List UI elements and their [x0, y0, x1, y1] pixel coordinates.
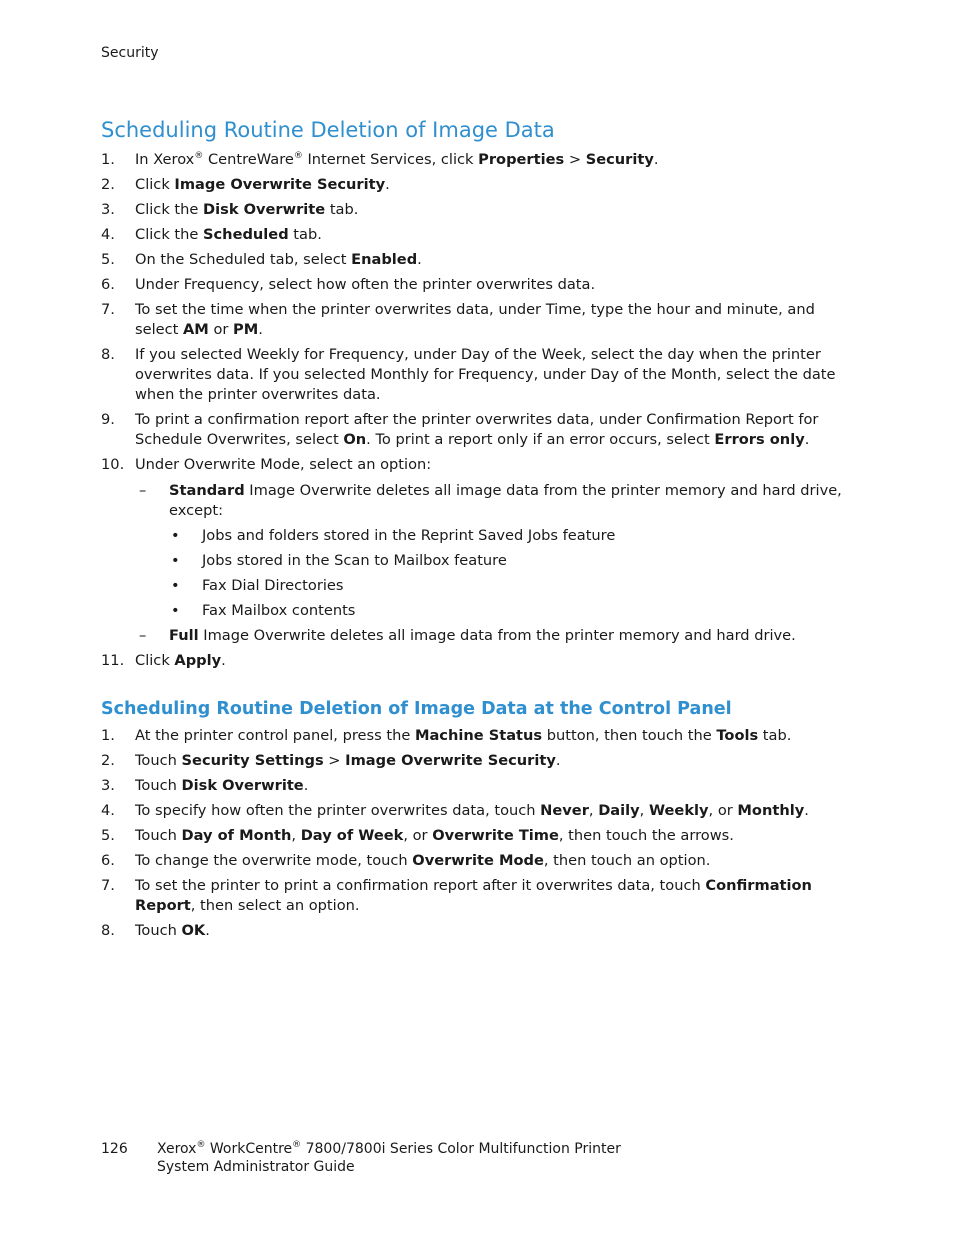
text-run: , or	[403, 827, 433, 844]
text-run: Image Overwrite deletes all image data from the printer memory and hard drive.	[198, 627, 796, 644]
text-run: button, then touch the	[542, 727, 717, 744]
text-run: WorkCentre	[205, 1141, 293, 1157]
ui-term: Apply	[174, 652, 222, 669]
step-number: 3.	[101, 777, 115, 794]
ui-term: Overwrite Mode	[412, 852, 544, 869]
step-item	[101, 275, 861, 295]
step-number: 1.	[101, 151, 115, 168]
step-number: 3.	[101, 201, 115, 218]
bullet-text: Jobs and folders stored in the Reprint Saved Jobs feature	[202, 527, 616, 544]
text-run: To specify how often the printer overwrites data, touch	[135, 802, 541, 819]
step-text	[135, 852, 710, 869]
step-text	[135, 877, 812, 914]
text-run: To change the overwrite mode, touch	[135, 852, 413, 869]
ui-term: Monthly	[737, 802, 805, 819]
text-run: tab.	[758, 727, 792, 744]
bullet-text: Fax Mailbox contents	[202, 602, 356, 619]
text-run: At the printer control panel, press the	[135, 727, 415, 744]
text-run: .	[385, 176, 390, 193]
step-item	[101, 921, 861, 941]
ui-term: Full	[169, 627, 199, 644]
step-item	[101, 250, 861, 270]
bullet-item	[169, 601, 861, 621]
text-run: Touch	[135, 777, 182, 794]
bullet-list	[169, 526, 861, 621]
step-item	[101, 225, 861, 245]
text-run: In Xerox	[135, 151, 195, 168]
step-text	[135, 346, 836, 403]
ui-term: Day of Month	[181, 827, 292, 844]
step-item	[101, 751, 861, 771]
option-item	[135, 626, 861, 646]
text-run: .	[555, 752, 561, 769]
text-run: ,	[639, 802, 649, 819]
step-text	[135, 652, 226, 669]
text-run: , then touch an option.	[543, 852, 711, 869]
step-number: 2.	[101, 176, 115, 193]
ui-term: OK	[181, 922, 206, 939]
bullet-text: Jobs stored in the Scan to Mailbox feature	[202, 552, 507, 569]
step-number: 8.	[101, 346, 115, 363]
ui-term: Properties	[478, 151, 565, 168]
text-run: Image Overwrite deletes all image data from the printer memory and hard drive, except:	[169, 482, 842, 519]
ui-term: Security	[585, 151, 654, 168]
bullet-text: Fax Dial Directories	[202, 577, 344, 594]
step-item	[101, 175, 861, 195]
section-step-list	[101, 150, 861, 671]
step-item	[101, 826, 861, 846]
step-text	[135, 201, 358, 218]
step-text	[135, 251, 422, 268]
text-run: , then select an option.	[190, 897, 360, 914]
bullet-icon: •	[171, 552, 180, 569]
ui-term: Daily	[598, 802, 640, 819]
text-run: Click the	[135, 201, 204, 218]
registered-mark: ®	[196, 1140, 206, 1150]
bullet-item	[169, 551, 861, 571]
step-item	[101, 851, 861, 871]
text-run: To set the printer to print a confirmation report after it overwrites data, touch	[135, 877, 706, 894]
registered-mark: ®	[194, 151, 204, 161]
ui-term: Overwrite Time	[432, 827, 559, 844]
step-item	[101, 200, 861, 220]
step-item	[101, 726, 861, 746]
text-run: Internet Services, click	[302, 151, 479, 168]
text-run: >	[564, 151, 586, 168]
step-text	[135, 456, 431, 473]
ui-term: Disk Overwrite	[181, 777, 304, 794]
step-number: 6.	[101, 852, 115, 869]
step-text	[135, 226, 322, 243]
text-run: Touch	[135, 752, 182, 769]
registered-mark: ®	[292, 1140, 302, 1150]
page-number: 126	[101, 1141, 128, 1157]
ui-term: Image Overwrite Security	[345, 752, 556, 769]
step-text	[135, 301, 815, 338]
subsection-title: Scheduling Routine Deletion of Image Data at the Control Panel	[101, 699, 732, 719]
step-text	[135, 151, 658, 168]
text-run: , or	[708, 802, 738, 819]
text-run: Under Frequency, select how often the printer overwrites data.	[135, 276, 596, 293]
text-run: .	[221, 652, 226, 669]
step-number: 7.	[101, 877, 115, 894]
text-run: >	[323, 752, 346, 769]
text-run: Click	[135, 176, 175, 193]
step-item	[101, 300, 861, 340]
step-number: 9.	[101, 411, 115, 428]
ui-term: Scheduled	[203, 226, 289, 243]
option-item	[135, 481, 861, 621]
text-run: 7800/7800i Series Color Multifunction Printer	[301, 1141, 621, 1157]
step-text	[135, 922, 210, 939]
step-text	[135, 176, 390, 193]
text-run: ,	[588, 802, 599, 819]
bullet-icon: •	[171, 527, 180, 544]
text-run: Touch	[135, 827, 182, 844]
text-run: .	[303, 777, 309, 794]
ui-term: Standard	[169, 482, 245, 499]
step-item	[101, 801, 861, 821]
text-run: Under Overwrite Mode, select an option:	[135, 456, 432, 473]
section-title: Scheduling Routine Deletion of Image Data	[101, 118, 555, 142]
text-run: ,	[291, 827, 301, 844]
ui-term: PM	[233, 321, 259, 338]
step-item	[101, 150, 861, 170]
step-number: 5.	[101, 827, 115, 844]
text-run: .	[417, 251, 422, 268]
dash-marker: –	[139, 482, 147, 499]
ui-term: Security Settings	[181, 752, 324, 769]
step-item	[101, 776, 861, 796]
text-run: .	[205, 922, 210, 939]
text-run: or	[208, 321, 234, 338]
step-item	[101, 455, 861, 646]
step-item	[101, 876, 861, 916]
option-list	[135, 481, 861, 646]
ui-term: AM	[183, 321, 209, 338]
step-number: 4.	[101, 226, 115, 243]
ui-term: Confirmation Report	[135, 877, 812, 914]
step-text	[135, 827, 734, 844]
step-number: 2.	[101, 752, 115, 769]
step-number: 11.	[101, 652, 125, 669]
dash-marker: –	[139, 627, 147, 644]
step-item	[101, 345, 861, 405]
ui-term: Image Overwrite Security	[174, 176, 386, 193]
registered-mark: ®	[293, 151, 303, 161]
step-item	[101, 410, 861, 450]
step-text	[135, 777, 308, 794]
text-run: To set the time when the printer overwrites data, under Time, type the hour and minute, and select	[135, 301, 815, 338]
page-content	[101, 115, 861, 946]
step-text	[135, 752, 561, 769]
text-run: .	[653, 151, 659, 168]
text-run: tab.	[325, 201, 359, 218]
step-text	[135, 727, 791, 744]
text-run: To print a confirmation report after the printer overwrites data, under Confirmation Report for Schedule Overwrites, select	[135, 411, 819, 448]
bullet-icon: •	[171, 577, 180, 594]
text-run: Touch	[135, 922, 182, 939]
ui-term: Day of Week	[300, 827, 404, 844]
footer-guide-line: System Administrator Guide	[157, 1159, 355, 1175]
step-number: 10.	[101, 456, 125, 473]
text-run: Xerox	[157, 1141, 197, 1157]
running-header: Security	[101, 45, 159, 61]
step-number: 7.	[101, 301, 115, 318]
subsection-step-list	[101, 726, 861, 941]
text-run: tab.	[288, 226, 322, 243]
option-text	[169, 482, 842, 519]
bullet-item	[169, 526, 861, 546]
bullet-item	[169, 576, 861, 596]
text-run: CentreWare	[203, 151, 294, 168]
step-item	[101, 651, 861, 671]
text-run: On the Scheduled tab, select	[135, 251, 352, 268]
text-run: , then touch the arrows.	[558, 827, 734, 844]
ui-term: Enabled	[351, 251, 418, 268]
step-number: 5.	[101, 251, 115, 268]
text-run: Click	[135, 652, 175, 669]
text-run: . To print a report only if an error occurs, select	[366, 431, 715, 448]
footer-product-line	[157, 1140, 677, 1158]
text-run: Click the	[135, 226, 204, 243]
step-text	[135, 411, 818, 448]
footer-text	[157, 1140, 677, 1176]
ui-term: Tools	[716, 727, 759, 744]
option-text	[169, 627, 796, 644]
step-text	[135, 802, 809, 819]
text-run: .	[258, 321, 263, 338]
step-text	[135, 276, 595, 293]
text-run: .	[804, 431, 810, 448]
ui-term: Machine Status	[414, 727, 543, 744]
step-number: 8.	[101, 922, 115, 939]
ui-term: On	[343, 431, 367, 448]
ui-term: Weekly	[648, 802, 709, 819]
bullet-icon: •	[171, 602, 180, 619]
text-run: .	[804, 802, 809, 819]
step-number: 6.	[101, 276, 115, 293]
ui-term: Never	[540, 802, 589, 819]
ui-term: Disk Overwrite	[203, 201, 326, 218]
ui-term: Errors only	[714, 431, 805, 448]
step-number: 4.	[101, 802, 115, 819]
text-run: If you selected Weekly for Frequency, under Day of the Week, select the day when the printer overwrites data. If you selected Monthly for Frequency, under Day of the Month, select the date when the printer overwrites data.	[135, 346, 836, 403]
step-number: 1.	[101, 727, 115, 744]
